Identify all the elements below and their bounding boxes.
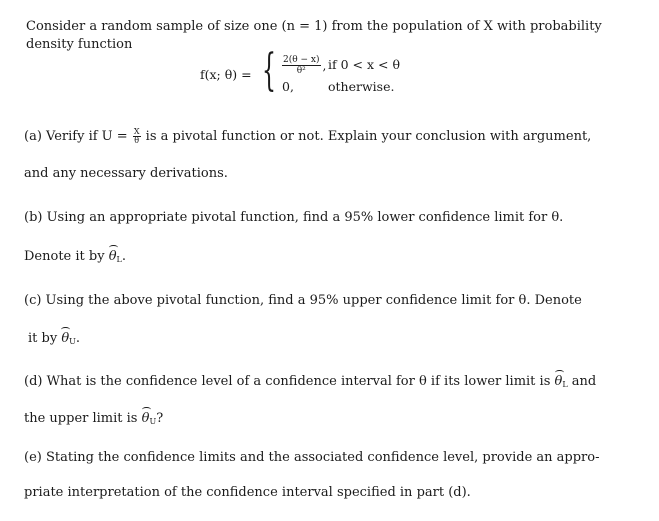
theta-hat-u xyxy=(142,410,157,431)
cases-brace: { xyxy=(262,45,276,96)
theta-symbol: θ xyxy=(61,331,70,346)
case-1-fraction xyxy=(282,55,321,76)
subscript-u: U xyxy=(149,417,157,426)
theta-hat-l xyxy=(109,248,122,269)
theta-hat-l xyxy=(555,373,568,394)
question-b: (b) Using an appropriate pivotal function, find a 95% lower confidence limit for θ. xyxy=(24,210,564,225)
question-c-continuation xyxy=(28,330,638,351)
theta-symbol: θ xyxy=(141,411,150,426)
subscript-l: L xyxy=(116,255,122,264)
question-a-frac-num: X xyxy=(133,127,140,136)
question-c-cont-prefix: it by xyxy=(28,331,58,346)
question-d xyxy=(24,373,634,394)
question-d-prefix: (d) What is the confidence level of a confidence interval for θ if its lower limit is xyxy=(24,374,551,389)
question-e-continuation: priate interpretation of the confidence interval specified in part (d). xyxy=(24,485,471,500)
question-d-cont-prefix: the upper limit is xyxy=(24,411,138,426)
density-formula xyxy=(200,45,460,99)
question-b-cont-prefix: Denote it by xyxy=(24,249,105,264)
subscript-l: L xyxy=(562,380,568,389)
question-d-cont-suffix: ? xyxy=(156,411,164,426)
question-d-continuation xyxy=(24,410,634,431)
case-1-denominator: θ² xyxy=(296,66,306,76)
question-a xyxy=(24,128,634,146)
subscript-u: U xyxy=(69,337,76,346)
question-b-cont-suffix: . xyxy=(121,249,126,264)
question-a-suffix: is a pivotal function or not. Explain your conclusion with argument, xyxy=(145,129,592,144)
question-a-continuation: and any necessary derivations. xyxy=(24,166,228,181)
question-e: (e) Stating the confidence limits and the associated confidence level, provide an appro- xyxy=(24,450,600,465)
theta-symbol: θ xyxy=(108,249,117,264)
theta-symbol: θ xyxy=(554,374,563,389)
case-1-numerator: 2(θ − x) xyxy=(283,55,320,65)
case-1-condition: if 0 < x < θ xyxy=(328,57,400,72)
theta-hat-u xyxy=(61,330,76,351)
question-a-fraction xyxy=(133,128,141,145)
problem-intro xyxy=(26,18,626,54)
formula-lhs: f(x; θ) = xyxy=(200,67,252,82)
question-a-prefix: (a) Verify if U = xyxy=(24,129,128,144)
case-2-condition: otherwise. xyxy=(328,79,395,94)
intro-line-2: density function xyxy=(26,37,133,52)
intro-line-1: Consider a random sample of size one (n = 1) from the population of X with probability xyxy=(26,19,602,34)
case-1-comma: , xyxy=(322,58,327,73)
question-a-frac-den: θ xyxy=(134,136,140,145)
question-c-cont-suffix: . xyxy=(75,331,81,346)
question-c: (c) Using the above pivotal function, find a 95% upper confidence limit for θ. Denote xyxy=(24,293,582,308)
question-d-mid: and xyxy=(571,374,597,389)
case-1-value xyxy=(282,55,326,76)
case-2-value: 0, xyxy=(282,79,294,94)
question-b-continuation xyxy=(24,248,634,269)
